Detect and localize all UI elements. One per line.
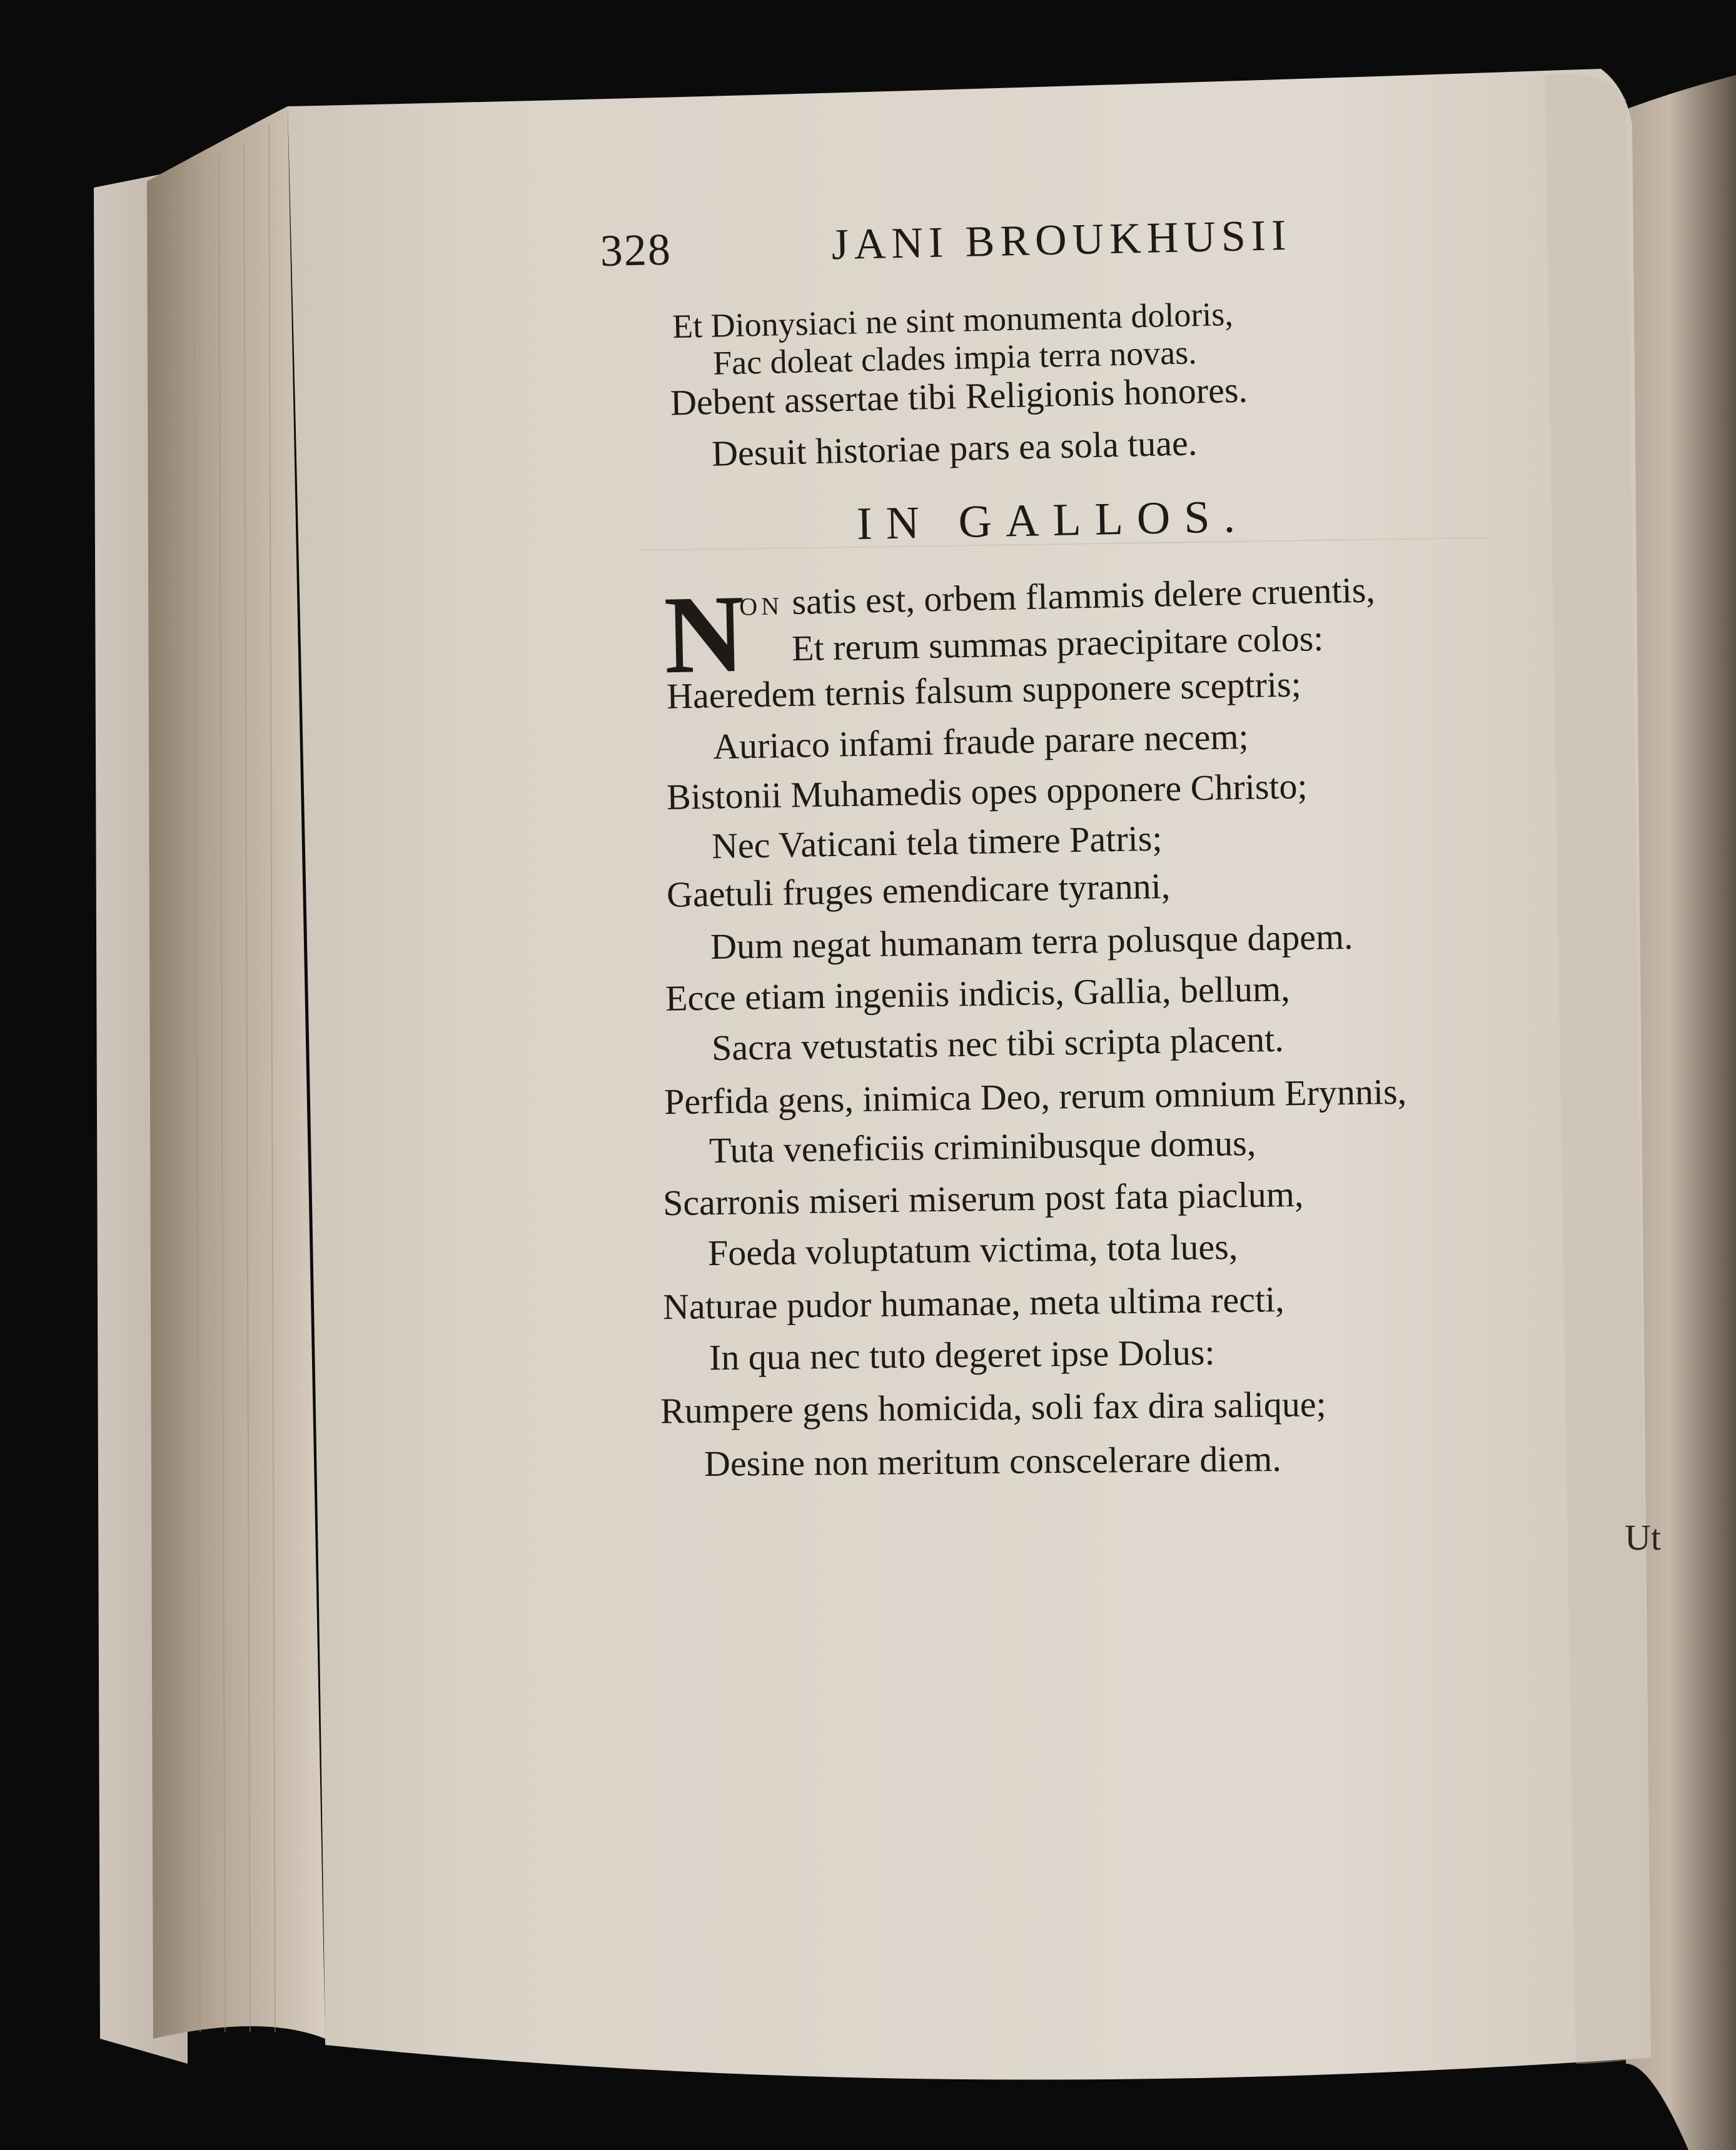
first-line-text: satis est, orbem flammis delere cruentis, [791, 569, 1376, 622]
poem-line-17: Rumpere gens homicida, soli fax dira salique; [660, 1383, 1326, 1431]
poem-line-7: Gaetuli fruges emendicare tyranni, [666, 865, 1171, 916]
poem-line-9: Ecce etiam ingeniis indicis, Gallia, bellum, [665, 968, 1291, 1019]
poem-line-4: Auriaco infami fraude parare necem; [712, 715, 1249, 767]
poem-line-11: Perfida gens, inimica Deo, rerum omnium Erynnis, [664, 1071, 1407, 1123]
poem-line-10: Sacra vetustatis nec tibi scripta placent. [711, 1018, 1284, 1069]
poem-line-8: Dum negat humanam terra polusque dapem. [710, 916, 1354, 967]
prev-line-3: Debent assertae tibi Religionis honores. [670, 369, 1248, 423]
poem-line-16: In qua nec tuto degeret ipse Dolus: [709, 1331, 1215, 1378]
running-title: JANI BROUKHUSII [830, 211, 1293, 270]
poem-line-6: Nec Vaticani tela timere Patris; [711, 817, 1163, 867]
running-head [600, 208, 1395, 294]
prev-line-2: Fac doleat clades impia terra novas. [712, 333, 1198, 382]
poem-line-14: Foeda voluptatum victima, tota lues, [707, 1226, 1238, 1274]
poem-line-1 [739, 569, 1376, 622]
catchword: Ut [1625, 1517, 1661, 1558]
page-number: 328 [599, 224, 672, 276]
poem-line-5: Bistonii Muhamedis opes opponere Christo; [666, 765, 1308, 817]
poem-line-18: Desine non meritum conscelerare diem. [704, 1438, 1282, 1485]
poem-line-13: Scarronis miseri miserum post fata piaclum, [662, 1173, 1304, 1224]
prev-line-1: Et Dionysiaci ne sint monumenta doloris, [672, 295, 1234, 346]
prev-line-4: Desuit historiae pars ea sola tuae. [711, 422, 1198, 474]
drop-cap-rest: ON [739, 592, 784, 621]
poem-line-15: Naturae pudor humanae, meta ultima recti, [662, 1278, 1285, 1328]
drop-cap: N [662, 571, 746, 697]
poem-line-2: Et rerum summas praecipitare colos: [791, 617, 1324, 669]
poem-line-12: Tuta veneficiis criminibusque domus, [709, 1122, 1256, 1171]
poem-heading: IN GALLOS. [856, 490, 1249, 550]
poem-line-3: Haeredem ternis falsum supponere sceptris; [666, 664, 1302, 717]
